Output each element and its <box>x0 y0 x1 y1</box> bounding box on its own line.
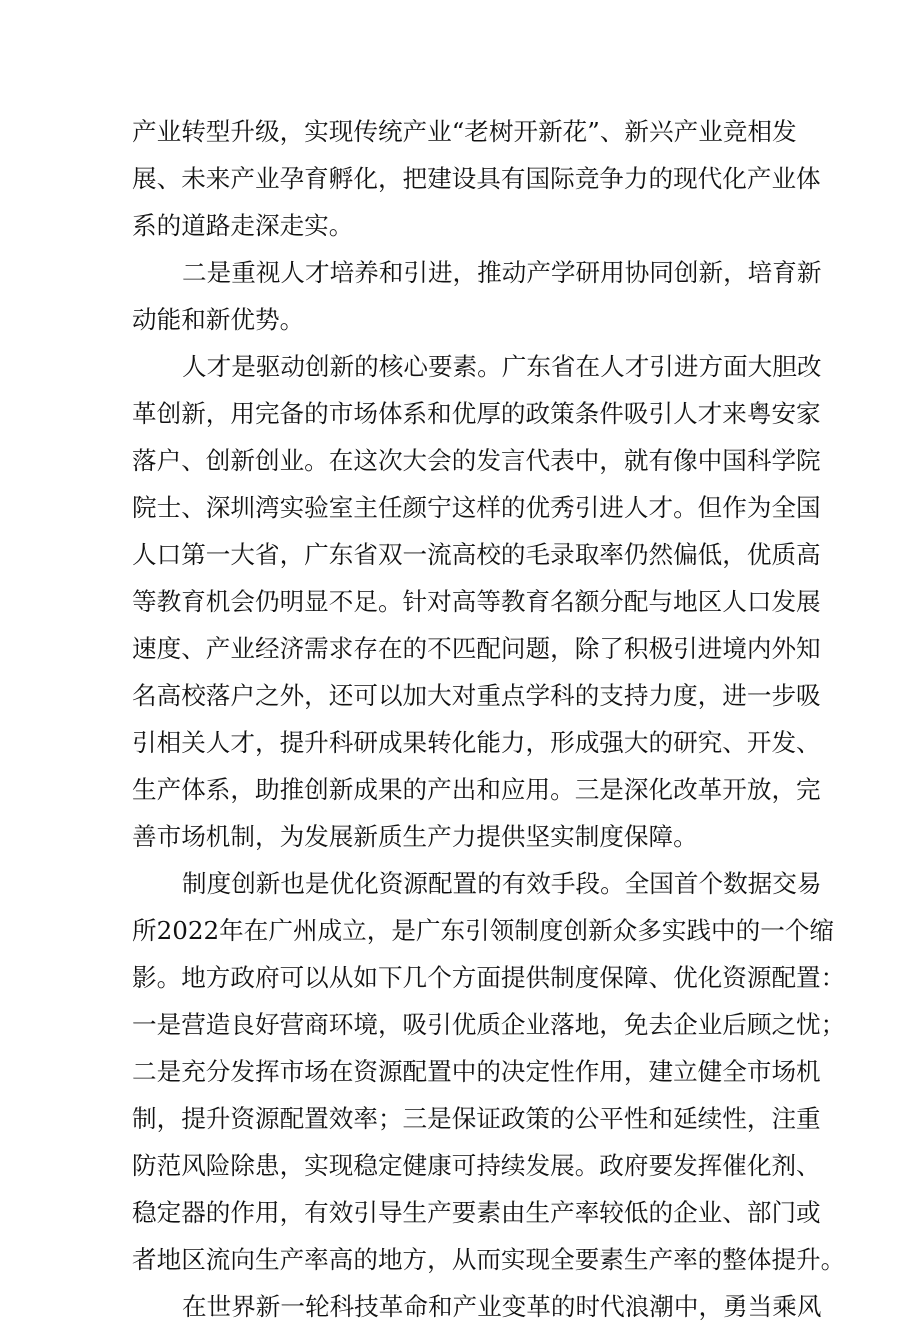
text-line-13: 名高校落户之外，还可以加大对重点学科的支持力度，进一步吸 <box>132 681 821 710</box>
text-line-23: 防范风险除患，实现稳定健康可持续发展。政府要发挥催化剂、 <box>132 1151 821 1180</box>
text-line-3: 系的道路走深走实。 <box>132 211 354 240</box>
text-line-21: 二是充分发挥市场在资源配置中的决定性作用，建立健全市场机 <box>132 1057 821 1086</box>
text-line-10: 人口第一大省，广东省双一流高校的毛录取率仍然偏低，优质高 <box>132 540 821 569</box>
text-line-17: 制度创新也是优化资源配置的有效手段。全国首个数据交易 <box>182 869 822 898</box>
text-line-11: 等教育机会仍明显不足。针对高等教育名额分配与地区人口发展 <box>132 587 821 616</box>
text-line-16: 善市场机制，为发展新质生产力提供坚实制度保障。 <box>132 822 698 851</box>
text-line-20: 一是营造良好营商环境，吸引优质企业落地，免去企业后顾之忧； <box>132 1010 846 1039</box>
text-line-15: 生产体系，助推创新成果的产出和应用。三是深化改革开放，完 <box>132 775 821 804</box>
document-body <box>132 108 846 1330</box>
text-line-4: 二是重视人才培养和引进，推动产学研用协同创新，培育新 <box>182 258 822 287</box>
text-line-2: 展、未来产业孕育孵化，把建设具有国际竞争力的现代化产业体 <box>132 164 821 193</box>
text-line-14: 引相关人才，提升科研成果转化能力，形成强大的研究、开发、 <box>132 728 821 757</box>
text-line-25: 者地区流向生产率高的地方，从而实现全要素生产率的整体提升。 <box>132 1245 846 1274</box>
text-line-7: 革创新，用完备的市场体系和优厚的政策条件吸引人才来粤安家 <box>132 399 821 428</box>
text-line-18: 所2022年在广州成立，是广东引领制度创新众多实践中的一个缩 <box>132 916 835 945</box>
text-line-6: 人才是驱动创新的核心要素。广东省在人才引进方面大胆改 <box>182 352 822 381</box>
text-line-26: 在世界新一轮科技革命和产业变革的时代浪潮中，勇当乘风 <box>182 1292 822 1321</box>
text-line-8: 落户、创新创业。在这次大会的发言代表中，就有像中国科学院 <box>132 446 821 475</box>
text-line-5: 动能和新优势。 <box>132 305 305 334</box>
text-line-22: 制，提升资源配置效率；三是保证政策的公平性和延续性，注重 <box>132 1104 821 1133</box>
text-line-12: 速度、产业经济需求存在的不匹配问题，除了积极引进境内外知 <box>132 634 821 663</box>
text-line-19: 影。地方政府可以从如下几个方面提供制度保障、优化资源配置： <box>132 963 846 992</box>
text-line-9: 院士、深圳湾实验室主任颜宁这样的优秀引进人才。但作为全国 <box>132 493 821 522</box>
text-line-24: 稳定器的作用，有效引导生产要素由生产率较低的企业、部门或 <box>132 1198 821 1227</box>
text-line-1: 产业转型升级，实现传统产业“老树开新花”、新兴产业竞相发 <box>132 117 797 146</box>
